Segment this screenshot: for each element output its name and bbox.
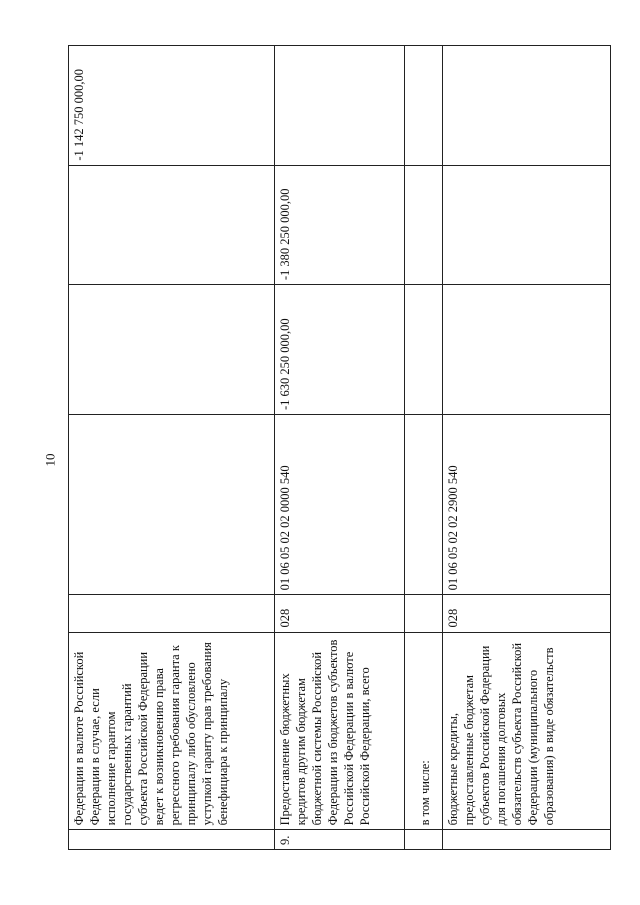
amount-year3-cell [443, 46, 611, 166]
amount-year1-cell [405, 285, 443, 415]
amount-year1-cell [443, 285, 611, 415]
amount-year2-cell [405, 165, 443, 285]
budget-code-cell: 01 06 05 02 02 0000 540 [275, 415, 405, 595]
admin-code-cell: 028 [443, 595, 611, 632]
admin-code-cell [405, 595, 443, 632]
admin-code-cell [69, 595, 275, 632]
admin-code-cell: 028 [275, 595, 405, 632]
row-name-cell: Федерации в валюте Российской Федерации в случае, если исполнение гарантом государственных гарантий субъекта Российской Федерации ведет к возникновению права регрессного требования гаранта к принципалу либо обусловлено уступкой гаранту прав требования бенефициара к принципалу [69, 632, 275, 830]
amount-year2-cell [443, 165, 611, 285]
page-number: 10 [42, 453, 58, 467]
amount-year1-cell [69, 285, 275, 415]
amount-year3-cell [275, 46, 405, 166]
budget-code-cell [405, 415, 443, 595]
amount-year2-cell: -1 380 250 000,00 [275, 165, 405, 285]
table-row [69, 46, 275, 850]
row-number-cell: 9. [275, 830, 405, 850]
table-row [275, 46, 405, 850]
row-name-cell: бюджетные кредиты, предоставленные бюджетам субъектов Российской Федерации для погашения долговых обязательств субъекта Российской Федерации (муниципального образования) в виде обязательств [443, 632, 611, 830]
row-number-cell [69, 830, 275, 850]
table-row [405, 46, 443, 850]
budget-sources-table [68, 45, 611, 850]
budget-code-cell [69, 415, 275, 595]
row-number-cell [405, 830, 443, 850]
row-name-cell: в том числе: [405, 632, 443, 830]
rotated-table-container [68, 45, 610, 850]
table-row [443, 46, 611, 850]
amount-year1-cell: -1 630 250 000,00 [275, 285, 405, 415]
amount-year3-cell [405, 46, 443, 166]
row-number-cell [443, 830, 611, 850]
rotated-table-layer [68, 45, 610, 850]
row-name-cell: Предоставление бюджетных кредитов другим бюджетам бюджетной системы Российской Федерации из бюджетов субъектов Российской Федерации в валюте Российской Федерации, всего [275, 632, 405, 830]
amount-year2-cell [69, 165, 275, 285]
amount-year3-cell: -1 142 750 000,00 [69, 46, 275, 166]
budget-code-cell: 01 06 05 02 02 2900 540 [443, 415, 611, 595]
